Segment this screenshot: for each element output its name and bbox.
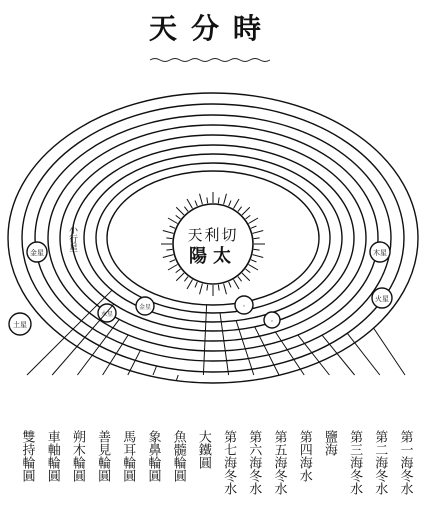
planet-bottom-right-b xyxy=(264,312,280,328)
sun-ray xyxy=(187,280,193,290)
sun-ray xyxy=(207,285,208,291)
sun-ray xyxy=(254,249,260,250)
sun xyxy=(161,192,265,296)
sun-ray xyxy=(184,277,188,282)
leader-line xyxy=(347,333,380,375)
title-underline xyxy=(150,59,270,62)
planet-right-mid xyxy=(372,288,392,308)
svg-text:金星: 金星 xyxy=(138,304,152,311)
leader-lines xyxy=(27,290,405,381)
ring-label: 象鼻輪圓 xyxy=(145,430,161,482)
sun-ray xyxy=(253,231,264,234)
planet-left-outer xyxy=(9,313,31,335)
page-title: 天分時 xyxy=(148,12,276,45)
sun-ray xyxy=(163,231,174,234)
ring-label: 朔木輪圓 xyxy=(69,430,85,482)
ring-label: 第五海冬水 xyxy=(271,430,287,495)
leader-line xyxy=(322,335,355,375)
sun-ray xyxy=(176,207,184,215)
sun-ray xyxy=(234,199,240,209)
leader-line xyxy=(203,305,206,375)
sun-ray xyxy=(242,207,250,215)
sun-ray xyxy=(170,226,176,228)
sun-ray xyxy=(207,197,208,203)
ring-label: 第二海冬水 xyxy=(372,430,388,495)
ring-label: 第四海水 xyxy=(296,430,312,482)
svg-text:木星: 木星 xyxy=(373,249,387,257)
planet-left-inner xyxy=(27,242,47,262)
ring-label: 車軸輪圓 xyxy=(44,430,60,482)
planet-bottom-mid xyxy=(136,297,154,315)
sun-ray xyxy=(166,238,172,239)
sun-ray xyxy=(176,273,184,281)
ring-label: 第一海冬水 xyxy=(397,430,413,495)
svg-text:◦: ◦ xyxy=(242,303,246,310)
sun-ray xyxy=(170,260,176,262)
sun-ray xyxy=(251,226,257,228)
ring-label: 善見輪圓 xyxy=(95,430,111,482)
ring-label: 馬耳輪圓 xyxy=(120,430,136,482)
svg-text:土星: 土星 xyxy=(13,321,27,329)
ring-label: 魚髓輪圓 xyxy=(170,430,186,482)
sun-ray xyxy=(229,201,231,207)
sun-ray xyxy=(187,199,193,209)
leader-line xyxy=(77,319,119,375)
sun-ray xyxy=(254,238,260,239)
sun-ray xyxy=(253,255,264,258)
svg-text:火星: 火星 xyxy=(375,295,389,303)
sun-ray xyxy=(200,284,203,295)
svg-text:金星: 金星 xyxy=(30,249,44,257)
ring-label: 第三海冬水 xyxy=(347,430,363,495)
asteroid-label: 小行星 xyxy=(67,225,77,252)
ring-labels xyxy=(20,429,414,495)
sun-ray xyxy=(166,249,172,250)
sun-ray xyxy=(184,207,188,212)
planet-bottom-right-a xyxy=(235,296,253,314)
sun-ray xyxy=(242,273,250,281)
svg-text:◦: ◦ xyxy=(270,318,274,325)
sun-ray xyxy=(238,277,242,282)
sun-ray xyxy=(234,280,240,290)
sun-ray xyxy=(224,194,227,205)
sun-ray xyxy=(168,265,178,271)
sun-ray xyxy=(163,255,174,258)
sun-ray xyxy=(176,269,181,273)
leader-line xyxy=(153,366,157,375)
sun-ray xyxy=(176,215,181,219)
sun-ray xyxy=(246,215,251,219)
sun-ray xyxy=(229,282,231,288)
leader-line xyxy=(374,328,405,375)
sun-ray xyxy=(246,269,251,273)
sun-ray xyxy=(224,284,227,295)
leader-line xyxy=(176,375,178,381)
sun-ray xyxy=(200,194,203,205)
sun-ray xyxy=(249,218,259,224)
ring-label: 大鐵圓 xyxy=(195,430,211,469)
sun-ray xyxy=(195,282,197,288)
sun-ray xyxy=(168,218,178,224)
sun-label-top: 天利切 xyxy=(187,226,239,244)
svg-text:水星: 水星 xyxy=(100,311,114,318)
sun-ray xyxy=(218,197,219,203)
ring-label: 第六海冬水 xyxy=(246,430,262,495)
sun-ray xyxy=(238,207,242,212)
sun-label-bottom: 陽太 xyxy=(189,246,237,267)
sun-ray xyxy=(218,285,219,291)
sun-ray xyxy=(195,201,197,207)
sun-ray xyxy=(251,260,257,262)
ring-label: 鹽海 xyxy=(321,430,337,456)
planet-right-inner xyxy=(370,242,390,262)
sun-ray xyxy=(249,265,259,271)
ring-label: 第七海冬水 xyxy=(221,430,237,495)
ring-label: 雙持輪圓 xyxy=(19,430,35,482)
